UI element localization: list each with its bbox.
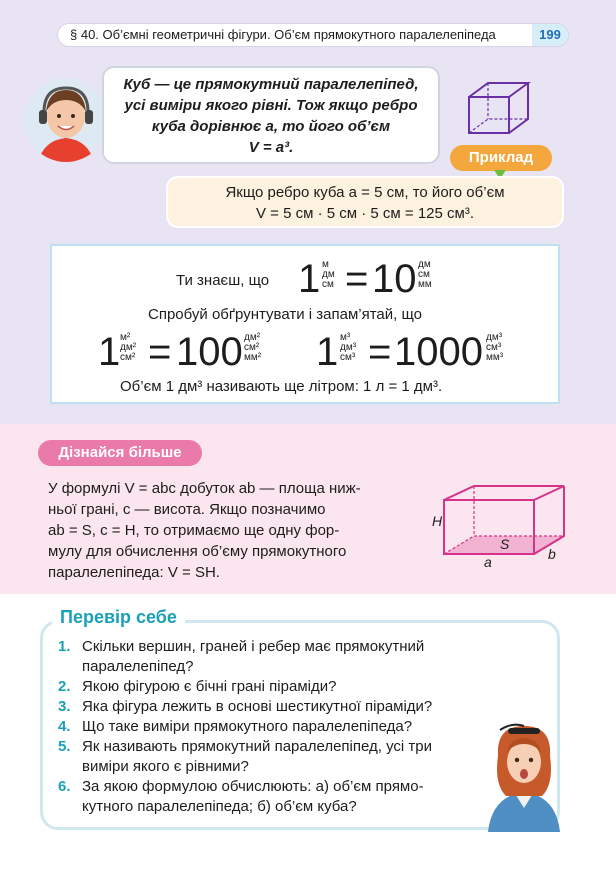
speech-bubble (102, 66, 440, 164)
question-line: паралелепіпед? (82, 658, 194, 675)
question-number: 2. (58, 678, 71, 695)
units-info-box (50, 244, 560, 404)
learn-more-badge: Дізнайся більше (38, 440, 202, 466)
unit: дм³ (340, 342, 357, 353)
cube-figure (466, 80, 536, 136)
question-line: За якою формулою обчислюють: а) об’єм прямо- (82, 778, 424, 795)
litre-definition: Об’єм 1 дм³ називають ще літром: 1 л = 1 дм³. (120, 378, 443, 395)
unit: дм² (244, 332, 261, 343)
volume-right-units (486, 333, 503, 363)
length-left: 1 (298, 257, 321, 301)
question-line: виміри якого є рівними? (82, 758, 249, 775)
question-line: Якою фігурою є бічні грані піраміди? (82, 678, 337, 695)
label-s: S (500, 536, 510, 552)
unit: дм (418, 259, 431, 270)
example-box (166, 176, 564, 228)
learn-more-line: У формулі V = abc добуток ab — площа ниж- (48, 480, 361, 497)
question-line: кутного паралелепіпеда; б) об’єм куба? (82, 798, 357, 815)
learn-more-line: ab = S, c = H, то отримаємо ще одну фор- (48, 522, 340, 539)
unit: дм (322, 269, 335, 280)
section-title: § 40. Об’ємні геометричні фігури. Об’єм прямокутного паралелепіпеда (70, 27, 496, 42)
label-a: a (484, 554, 492, 570)
area-left-units (120, 333, 136, 363)
info-prompt: Спробуй обґрунтувати і запам’ятай, що (148, 306, 422, 323)
question-number: 5. (58, 738, 71, 755)
question-line: Яка фігура лежить в основі шестикутної піраміди? (82, 698, 433, 715)
length-equals: = (345, 257, 369, 301)
question-line: Як називають прямокутний паралелепіпед, усі три (82, 738, 433, 755)
learn-more-line: мулу для обчислення об’єму прямокутного (48, 543, 347, 560)
learn-more-line: ньої грані, c — висота. Якщо позначимо (48, 501, 326, 518)
page-number: 199 (532, 24, 568, 46)
unit: дм³ (486, 332, 503, 343)
learn-more-line: паралелепіпеда: V = SH. (48, 564, 220, 581)
question-number: 6. (58, 778, 71, 795)
volume-left: 1 (316, 330, 339, 374)
page-header (58, 24, 568, 46)
unit: дм² (120, 342, 137, 353)
unit: см³ (340, 352, 356, 363)
example-badge: Приклад (450, 145, 552, 171)
question-line: Що таке виміри прямокутного паралелепіпеда? (82, 718, 413, 735)
unit: см² (244, 342, 260, 353)
info-intro: Ти знаєш, що (176, 272, 270, 289)
unit: мм (418, 279, 432, 290)
question-number: 4. (58, 718, 71, 735)
volume-equals: = (368, 330, 392, 374)
area-right: 100 (176, 330, 243, 374)
surprised-girl-illustration (478, 722, 570, 832)
unit: мм² (244, 352, 262, 363)
unit: м² (120, 332, 131, 343)
area-equals: = (148, 330, 172, 374)
example-line: V = 5 см · 5 см · 5 см = 125 см³. (256, 205, 474, 222)
speech-line: Куб — це прямокутний паралелепіпед, (123, 76, 419, 93)
unit: см (418, 269, 430, 280)
label-h: H (432, 513, 443, 529)
unit: см² (120, 352, 136, 363)
question-line: Скільки вершин, граней і ребер має прямокутний (82, 638, 425, 655)
question-number: 1. (58, 638, 71, 655)
label-b: b (548, 546, 556, 562)
girl-avatar (24, 78, 108, 162)
unit: м (322, 259, 329, 270)
length-right: 10 (372, 257, 417, 301)
unit: см³ (486, 342, 502, 353)
unit: мм³ (486, 352, 504, 363)
speech-line: куба дорівнює a, то його об’єм (151, 118, 391, 135)
length-left-units (322, 260, 335, 290)
check-yourself-title: Перевір себе (52, 607, 185, 628)
unit: см (322, 279, 334, 290)
area-right-units (244, 333, 261, 363)
length-right-units (418, 260, 432, 290)
unit: м³ (340, 332, 351, 343)
volume-right: 1000 (394, 330, 483, 374)
example-line: Якщо ребро куба a = 5 см, то його об’єм (225, 184, 505, 201)
speech-line: V = a³. (248, 139, 294, 156)
speech-line: усі виміри якого рівні. Тож якщо ребро (124, 97, 418, 114)
volume-left-units (340, 333, 356, 363)
question-number: 3. (58, 698, 71, 715)
area-left: 1 (98, 330, 121, 374)
